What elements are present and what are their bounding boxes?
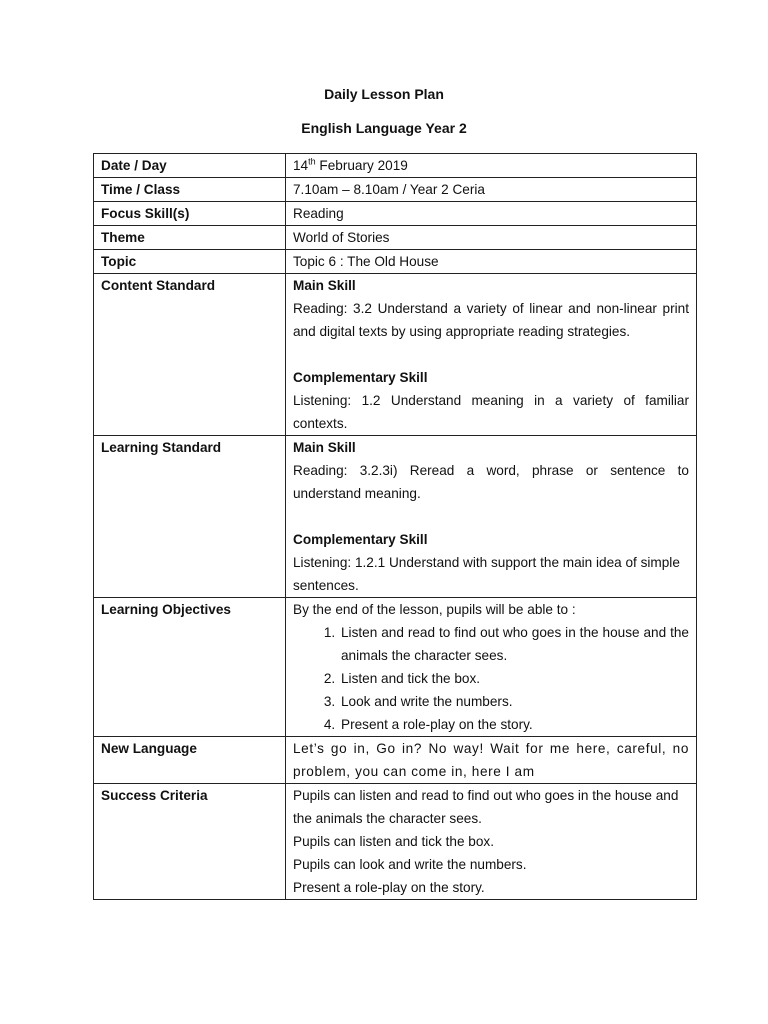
main-skill-text: Reading: 3.2 Understand a variety of linear and non-linear print and digital texts by using appropriate reading strategies. <box>293 301 689 339</box>
row-label-theme: Theme <box>94 226 286 250</box>
date-ordinal: th <box>308 156 316 167</box>
row-value-new-language: Let’s go in, Go in? No way! Wait for me here, careful, no problem, you can come in, here I am <box>286 737 697 784</box>
table-row-focus <box>94 202 697 226</box>
row-label-focus: Focus Skill(s) <box>94 202 286 226</box>
row-label-new-language: New Language <box>94 737 286 784</box>
success-criteria-line: Pupils can look and write the numbers. <box>293 857 527 872</box>
objectives-intro: By the end of the lesson, pupils will be able to : <box>293 602 576 617</box>
table-row-date <box>94 154 697 178</box>
list-item: 2. Listen and tick the box. <box>339 667 689 690</box>
row-value-learning-objectives <box>286 598 697 737</box>
row-value-learning-standard <box>286 436 697 598</box>
row-value-theme: World of Stories <box>286 226 697 250</box>
row-label-content-standard: Content Standard <box>94 274 286 436</box>
row-value-focus: Reading <box>286 202 697 226</box>
table-row-learning-objectives <box>94 598 697 737</box>
success-criteria-line: Present a role-play on the story. <box>293 880 485 895</box>
main-skill-text: Reading: 3.2.3i) Reread a word, phrase or sentence to understand meaning. <box>293 463 689 501</box>
document-title: Daily Lesson Plan <box>324 86 444 102</box>
success-criteria-line: Pupils can listen and read to find out who goes in the house and the animals the character sees. <box>293 788 679 826</box>
table-row-topic <box>94 250 697 274</box>
main-skill-heading: Main Skill <box>293 440 356 455</box>
table-row-theme <box>94 226 697 250</box>
table-row-new-language <box>94 737 697 784</box>
row-label-learning-standard: Learning Standard <box>94 436 286 598</box>
row-label-topic: Topic <box>94 250 286 274</box>
row-value-topic: Topic 6 : The Old House <box>286 250 697 274</box>
date-day: 14 <box>293 158 309 173</box>
objectives-list <box>293 621 689 736</box>
table-row-learning-standard <box>94 436 697 598</box>
row-value-content-standard <box>286 274 697 436</box>
list-item: 1. Listen and read to find out who goes in the house and the animals the character sees. <box>339 621 689 667</box>
main-skill-heading: Main Skill <box>293 278 356 293</box>
complementary-skill-text: Listening: 1.2 Understand meaning in a variety of familiar contexts. <box>293 393 689 431</box>
date-rest: February 2019 <box>315 158 408 173</box>
list-item: 4. Present a role-play on the story. <box>339 713 689 736</box>
complementary-skill-heading: Complementary Skill <box>293 532 428 547</box>
list-item: 3. Look and write the numbers. <box>339 690 689 713</box>
table-row-content-standard <box>94 274 697 436</box>
row-value-date <box>286 154 697 178</box>
complementary-skill-heading: Complementary Skill <box>293 370 428 385</box>
table-row-success-criteria <box>94 784 697 900</box>
row-value-success-criteria <box>286 784 697 900</box>
complementary-skill-text: Listening: 1.2.1 Understand with support the main idea of simple sentences. <box>293 555 680 593</box>
row-label-learning-objectives: Learning Objectives <box>94 598 286 737</box>
table-row-time <box>94 178 697 202</box>
success-criteria-line: Pupils can listen and tick the box. <box>293 834 494 849</box>
document-subtitle: English Language Year 2 <box>301 120 467 136</box>
row-value-time: 7.10am – 8.10am / Year 2 Ceria <box>286 178 697 202</box>
row-label-time: Time / Class <box>94 178 286 202</box>
lesson-plan-table <box>93 153 697 900</box>
row-label-success-criteria: Success Criteria <box>94 784 286 900</box>
row-label-date: Date / Day <box>94 154 286 178</box>
